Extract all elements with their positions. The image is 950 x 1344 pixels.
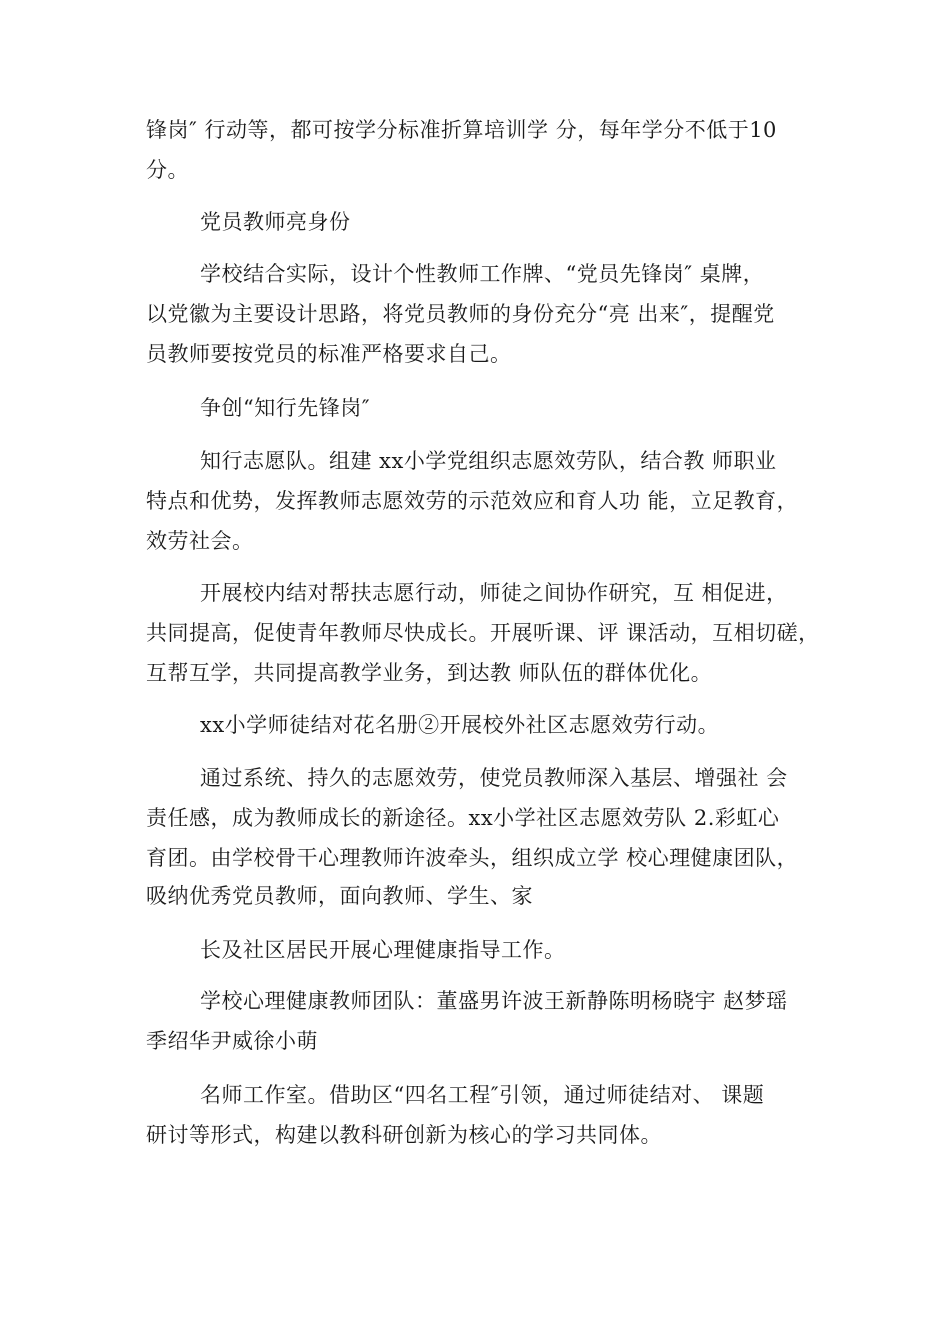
paragraph-line: 吸纳优秀党员教师，面向教师、学生、家 — [146, 884, 533, 908]
section-heading: 争创“知行先锋岗″ — [200, 396, 371, 420]
paragraph-line: 知行志愿队。组建 xx小学党组织志愿效劳队，结合教 师职业 — [200, 449, 777, 473]
paragraph-line: 名师工作室。借助区“四名工程″引领，通过师徒结对、 课题 — [200, 1083, 765, 1107]
section-heading: 党员教师亮身份 — [200, 210, 351, 234]
paragraph-line: 研讨等形式，构建以教科研创新为核心的学习共同体。 — [146, 1123, 662, 1147]
paragraph-line: 共同提高，促使青年教师尽快成长。开展听课、评 课活动，互相切磋， — [146, 621, 820, 645]
paragraph-line: 员教师要按党员的标准严格要求自己。 — [146, 342, 512, 366]
paragraph-line: 责任感，成为教师成长的新途径。xx小学社区志愿效劳队 2.彩虹心 — [146, 806, 780, 830]
paragraph-line: 通过系统、持久的志愿效劳，使党员教师深入基层、增强社 会 — [200, 766, 788, 790]
paragraph-line: 分。 — [146, 158, 189, 182]
paragraph-line: xx小学师徒结对花名册②开展校外社区志愿效劳行动。 — [200, 713, 720, 737]
paragraph-line: 学校心理健康教师团队：董盛男许波王新静陈明杨晓宇 赵梦瑶 — [200, 989, 788, 1013]
paragraph-line: 季绍华尹威徐小萌 — [146, 1029, 318, 1053]
paragraph-line: 锋岗″ 行动等，都可按学分标准折算培训学 分，每年学分不低于10 — [146, 118, 777, 142]
paragraph-line: 以党徽为主要设计思路，将党员教师的身份充分“亮 出来″，提醒党 — [146, 302, 775, 326]
paragraph-line: 特点和优势，发挥教师志愿效劳的示范效应和育人功 能，立足教育， — [146, 489, 799, 513]
paragraph-line: 育团。由学校骨干心理教师许波牵头，组织成立学 校心理健康团队， — [146, 846, 799, 870]
paragraph-line: 长及社区居民开展心理健康指导工作。 — [200, 938, 566, 962]
paragraph-line: 学校结合实际，设计个性教师工作牌、“党员先锋岗″ 桌牌， — [200, 262, 765, 286]
paragraph-line: 效劳社会。 — [146, 529, 254, 553]
paragraph-line: 互帮互学，共同提高教学业务，到达教 师队伍的群体优化。 — [146, 661, 713, 685]
paragraph-line: 开展校内结对帮扶志愿行动，师徒之间协作研究，互 相促进， — [200, 581, 788, 605]
